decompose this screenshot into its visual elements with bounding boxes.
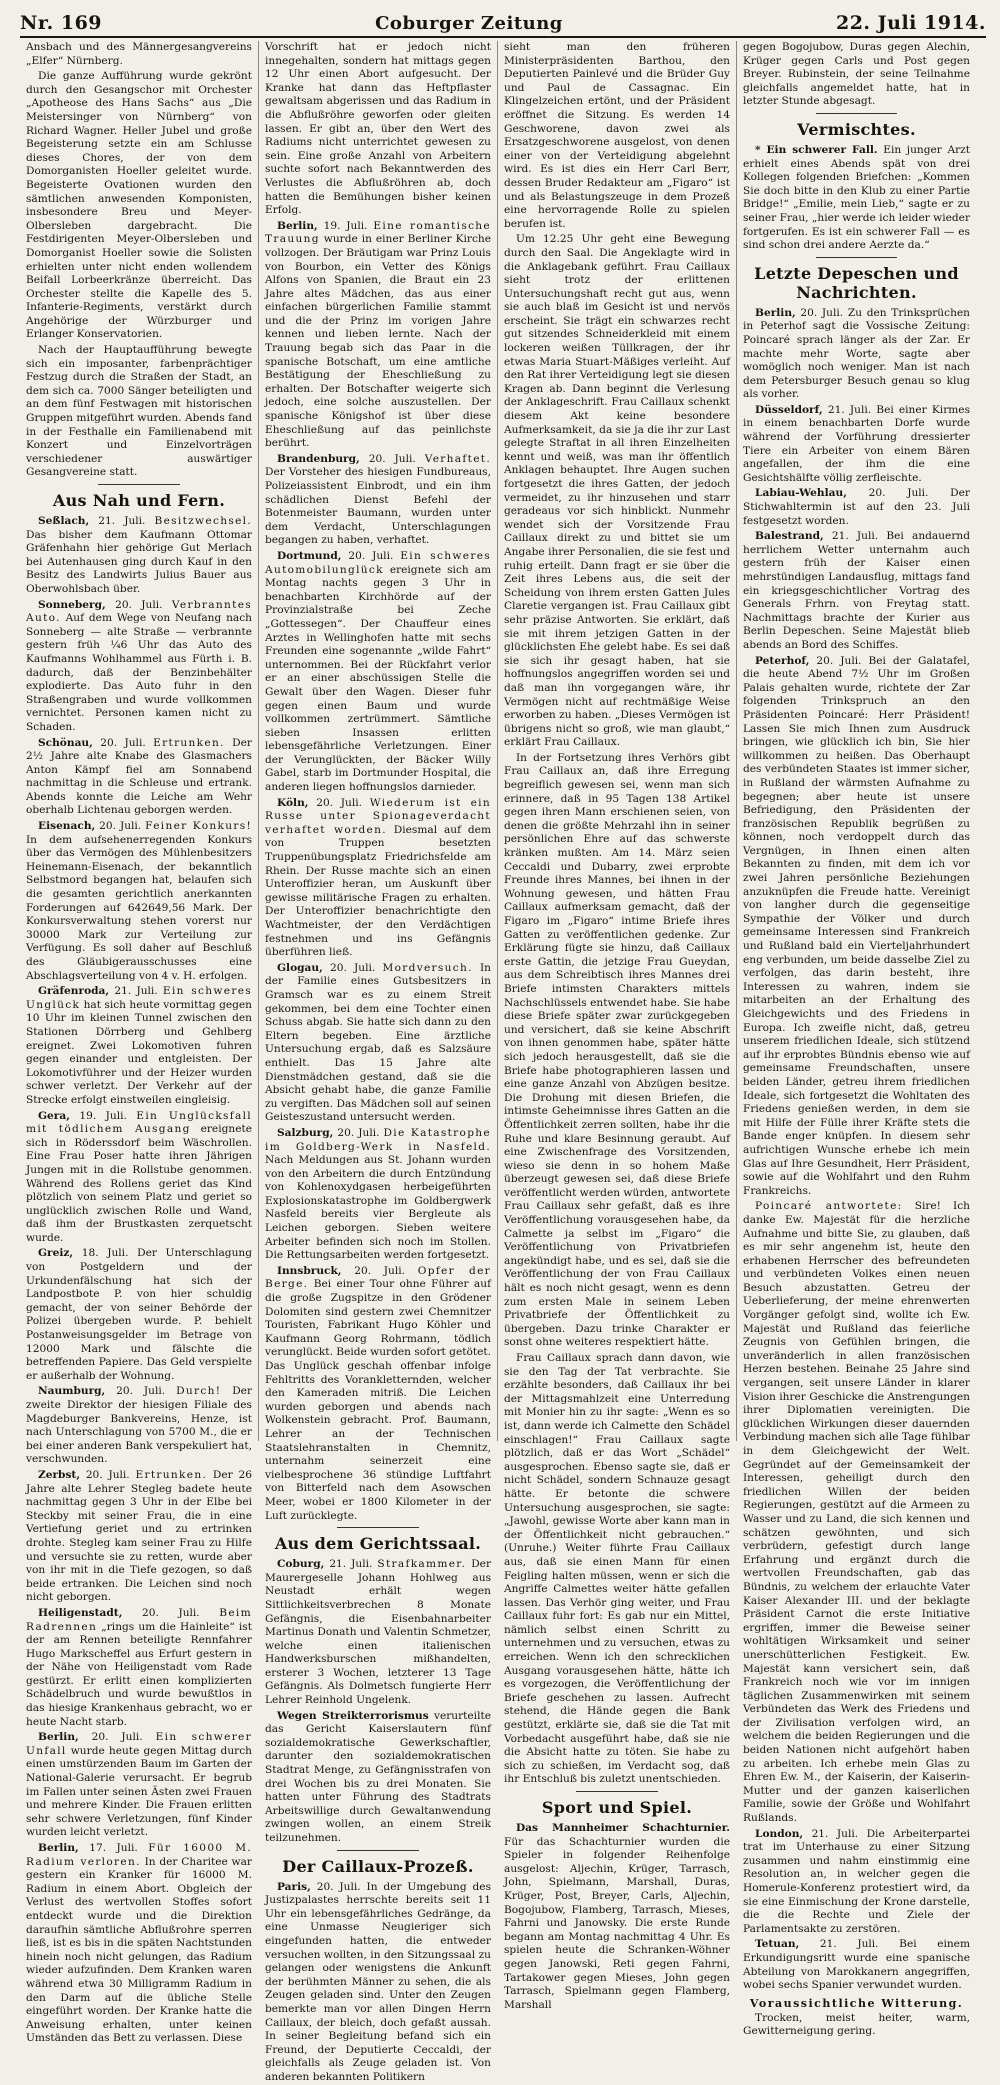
- item-text: „rings um die Hainleite“ ist der am Rennen beteiligte Rennfahrer Hugo Markscheffel aus Erfurt gestern in der Nähe von Heiligenstadt vom Rade gestürzt. Er erlitt einen komplizierten Schädelbruch und wurde bewußtlos in das hiesige Krankenhaus gebracht, wo er heute Nacht starb.: [26, 1620, 252, 1728]
- item-text: Bei der Galatafel, die heute Abend 7½ Uhr im Großen Palais gehalten wurde, richtete der Zar folgenden Trinkspruch an den Präsidenten Poincaré: Herr Präsident! Lassen Sie mich Ihnen zum Ausdruck bringen, wie glücklich ich bin, Sie hier willkommen zu heißen. Das Oberhaupt des verbündeten Staates ist immer sicher, in Rußland der wärmsten Aufnahme zu begegnen; aber heute ist unsere Befriedigung, den Präsidenten der französischen Republik begrüßen zu können, noch verdoppelt durch das Vergnügen, in Ihnen einen alten Bekannten zu finden, mit dem ich vor zwei Jahren persönliche Beziehungen anzuknüpfen die Freude hatte. Vereinigt von langher durch die gegenseitige Sympathie der Völker und durch gemeinsame Interessen sind Frankreich und Rußland bald ein Vierteljahrhundert eng verbunden, um beide dasselbe Ziel zu verfolgen, das darin besteht, ihre Interessen zu wahren, indem sie mitarbeiten an der Erhaltung des Gleichgewichts und des Friedens in Europa. Ich zweifle nicht, daß, getreu unserem friedlichen Ideale, sich stützend auf ihr erprobtes Bündnis ebenso wie auf gemeinsame Freundschaften, unsere beiden Länder, getreu ihrem friedlichen Ideale, sich fortgesetzt die Wohltaten des Friedens genießen werden, in dem sie mit Hilfe der Fülle ihrer Kräfte stets die Bande enger knüpfen. In diesem sehr aufrichtigen Wunsche erhebe ich mein Glas auf Ihre Gesundheit, Herr Präsident, sowie auf die Wohlfahrt und den Ruhm Frankreichs.: [743, 654, 971, 1197]
- item-text: Zu den Trinksprüchen in Peterhof sagt die Vossische Zeitung: Poincaré sprach länger als der Zar. Er machte mehr Worte, sagte aber womöglich noch weniger. Man ist nach dem Petersburger Besuch genau so klug als vorher.: [743, 306, 970, 401]
- item-text: Der Vorsteher des hiesigen Fundbureaus, Polizeiassistent Einbrodt, und ein ihm schädlichen Dienst Befehl der Botenmeister Baumann, wurden unter dem Verdacht, Unterschlagungen begangen zu haben, verhaftet.: [265, 466, 491, 547]
- item-place: Berlin,: [277, 219, 318, 232]
- item-date: 20. Juli.: [142, 1606, 200, 1619]
- item-date: 21. Juli.: [114, 985, 158, 998]
- news-item: [265, 1710, 491, 1846]
- divider: [337, 1850, 418, 1851]
- item-headline: Beim Radrennen: [26, 1606, 252, 1633]
- item-place: Seßlach,: [38, 515, 90, 527]
- item-date: 21. Juli.: [329, 1558, 373, 1571]
- news-item: [504, 1822, 730, 2012]
- news-item: [743, 487, 970, 528]
- issue-date: 22. Juli 1914.: [835, 12, 986, 34]
- news-item: [265, 550, 491, 795]
- item-place: Schönau,: [38, 736, 93, 749]
- weather-forecast: Trocken, meist heiter, warm, Gewitterneigung gering.: [743, 2011, 970, 2038]
- column-1: [20, 41, 259, 2045]
- news-item: [265, 220, 491, 451]
- item-place: Dortmund,: [277, 549, 342, 562]
- item-text: Bei einer Tour ohne Führer auf die große Zugspitze in den Grödener Dolomiten sind gestern zwei Chemnitzer Touristen, Fabrikant Hugo Köhler und Kaufmann Georg Rohrmann, tödlich verunglückt. Beide wurden sofort getötet. Das Unglück geschah offenbar infolge Fehltritts des Vorankletternden, welcher den Kameraden mitriß. Die Leichen wurden geborgen und abends nach Wolkenstein gebracht. Prof. Baumann, Lehrer an der Technischen Staatslehranstalten in Chemnitz, unternahm seinerzeit eine vielbesprochene 36 stündige Luftfahrt von Bitterfeld nach dem Asowschen Meer, wobei er 1800 Kilometer in der Luft zurücklegte.: [265, 1278, 491, 1522]
- item-headline: Eine romantische Trauung: [265, 219, 491, 246]
- column-3: [498, 41, 737, 2011]
- section-heading: Sport und Spiel.: [541, 1798, 693, 1817]
- news-item: [743, 404, 970, 486]
- news-item: [26, 1469, 252, 1605]
- item-date: 21. Juli.: [98, 515, 146, 527]
- item-headline: Wiederum ist ein Russe unter Spionageverdacht verhaftet worden.: [265, 796, 491, 836]
- item-text: Der Maurergeselle Johann Hohlweg aus Neustadt erhält wegen Sittlichkeitsverbrechen 8 Monate Gefängnis, die Eisenbahnarbeiter Martinus Donath und Valentin Schmetzer, welche einen italienischen Handwerksburschen mißhandelten, ersterer 3 Wochen, letzterer 13 Tage Gefängnis. Als Dolmetsch fungierte Herr Lehrer Reinhold Ungelenk.: [265, 1558, 492, 1707]
- news-item: [265, 1558, 491, 1708]
- item-date: 20. Juli.: [115, 598, 163, 611]
- news-item: [743, 655, 970, 1199]
- item-headline: Feiner Konkurs!: [145, 820, 252, 833]
- item-place: Brandenburg,: [277, 452, 360, 465]
- item-date: 20. Juli.: [91, 1731, 143, 1744]
- item-text: Der 2½ Jahre alte Knabe des Glasmachers Anton Kämpf fiel am Sonnabend nachmittag in die Schleuse und ertrank. Abends konnte die Leiche am Wehr oberhalb Lichtenau geborgen werden.: [26, 736, 252, 817]
- paragraph: Frau Caillaux sprach dann davon, wie sie den Tag der Tat verbrachte. Sie erzählte besonders, daß Caillaux ihr bei der Mittagsmahlzeit eine Unterredung mit Monier hin zu ihr sagte: „Wenn es so ist, dann werde ich Calmette den Schädel einschlagen!“ Frau Caillaux sagte plötzlich, daß er das Wort „Schädel“ ausgesprochen. Ebenso sagte sie, daß er nicht Schädel, sondern Schnauze gesagt hätte. Er betonte die schwere Untersuchung ausgesprochen, sie sagte: „Jawohl, gewisse Worte aber kann man in der Öffentlichkeit nicht gebrauchen.“ (Unruhe.) Weiter führte Frau Caillaux aus, daß sie einen Mann für einen Feigling halten müssen, wenn er sich die Angriffe Calmettes weiter hätte gefallen lassen. Das Verhör ging weiter, und Frau Caillaux fuhr fort: Es gab nur ein Mittel, nämlich selbst einen Schritt zu unternehmen und zu versuchen, etwas zu erreichen. Wenn ich den schrecklichen Ausgang vorausgesehen hätte, hätte ich es vorgezogen, die Veröffentlichung der Briefe geschehen zu lassen. Aufrecht stehend, die Hände gegen die Bank gestützt, erklärte sie, daß sie die Tat mit Vorbedacht ausgeführt habe, daß sie nie die Absicht hatte zu töten. Sie habe zu sich zu schießen, im Verdacht sog, daß ihr Entschluß bis zuletzt unentschieden.: [504, 1352, 730, 1786]
- item-text: Für das Schachturnier wurden die Spieler in folgender Reihenfolge ausgelost: Aljechin, Krüger, Tarrasch, John, Spielmann, Marshall, Duras, Krüger, Post, Breyer, Carls, Aljechin, Bogojubow, Flamberg, Tarrasch, Mieses, Fahrni und Janowsky. Die erste Runde begann am Montag nachmittag 4 Uhr. Es spielen heute die Schranken-Wöhner gegen Janowski, Reti gegen Fahrni, Tartakower gegen Mieses, John gegen Tarrasch, Spielmann gegen Flamberg, Marshall: [504, 1835, 730, 2011]
- item-text: In der Charitee war gestern ein Kranker für 16000 M. Radium in einem Abort. Obgleich der Verlust des wertvollen Stoffes sofort entdeckt wurde und die Direktion daraufhin sämtliche Abflußrohre sperren ließ, ist es bis in die späten Nachtstunden hinein noch nicht gelungen, das Radium wieder aufzufinden. Dem Kranken waren während etwa 30 Milligramm Radium in den Darm auf die übliche Stelle eingeführt worden. Der Kranke hatte die Anweisung erhalten, unter keinen Umständen das Bett zu verlassen. Diese: [26, 1855, 252, 2045]
- masthead: [20, 12, 986, 38]
- news-item: [26, 1842, 252, 2046]
- news-item: [743, 1828, 970, 1937]
- item-place: Berlin,: [38, 1842, 79, 1854]
- item-text: ereignete sich in Röderssdorf beim Wäschrollen. Eine Frau Poser hatte ihren Jährigen Jungen mit in die Rollstube genommen. Während des Rollens geriet das Kind plötzlich von seinem Platz und geriet so unglücklich zwischen Rolle und Wand, daß ihm der Brustkasten zerquetscht wurde.: [26, 1123, 252, 1244]
- divider: [816, 257, 898, 258]
- item-date: 20. Juli.: [85, 1468, 130, 1481]
- section-heading: Aus Nah und Fern.: [52, 491, 226, 510]
- item-place: Labiau-Wehlau,: [755, 487, 847, 500]
- item-text: wurde heute gegen Mittag durch einen umstürzenden Baum im Garten der National-Galerie verursacht. Er begrub im Fallen unter seinen Ästen zwei Frauen und mehrere Kinder. Die Frauen erlitten sehr schwere Verletzungen, fünf Kinder wurden leicht verletzt.: [26, 1744, 252, 1839]
- news-item: [26, 599, 252, 735]
- item-date: 21. Juli.: [811, 1827, 859, 1840]
- news-item: [265, 797, 491, 960]
- news-item: [26, 1247, 252, 1383]
- item-date: 21. Juli.: [831, 530, 879, 543]
- item-headline: Verhaftet.: [424, 452, 491, 465]
- item-date: 20. Juli.: [816, 654, 862, 667]
- section-heading: Vermischtes.: [797, 119, 916, 139]
- item-date: 21. Juli.: [819, 1938, 879, 1951]
- divider: [337, 1527, 418, 1528]
- paragraph: Ansbach und des Männergesangvereins „Elfer“ Nürnberg.: [26, 41, 252, 67]
- news-item: [26, 985, 252, 1107]
- item-text: wurde in einer Berliner Kirche vollzogen. Der Bräutigam war Prinz Louis von Bourbon, ein Vetter des Königs Alfons von Spanien, die Braut ein 23 Jahre altes Mädchen, das aus einer einfachen bürgerlichen Familie stammt und die der Prinz im vorigen Jahre kennen und lieben lernte. Nach der Trauung begab sich das Paar in die spanische Botschaft, um eine amtliche Bestätigung der Eheschließung zu erhalten. Der Botschafter weigerte sich jedoch, eine solche auszustellen. Der spanische Königshof ist über diese Eheschließung auf das peinlichste berührt.: [265, 233, 491, 450]
- item-headline: Ein schwerer Unfall: [26, 1731, 252, 1757]
- item-place: Salzburg,: [277, 1126, 334, 1139]
- item-place: Eisenach,: [38, 820, 96, 833]
- item-text: In dem aufsehenerregenden Konkurs über das Vermögen des Mühlenbesitzers Heinemann-Eisenach, der bekanntlich Selbstmord begangen hat, belaufen sich die gesamten gerichtlich anerkannten Forderungen auf 642649,56 Mark. Der Konkursverwaltung stehen vorerst nur 30000 Mark zur Verteilung zur Verfügung. Es soll daher auf Beschluß des Gläubigerausschusses eine Abschlagsverteilung von 4 v. H. erfolgen.: [26, 833, 252, 982]
- item-place: London,: [755, 1827, 804, 1840]
- news-item: [26, 1110, 252, 1246]
- item-text: In der Umgebung des Justizpalastes herrschte bereits seit 11 Uhr ein lebensgefährliches Gedränge, da eine Unmasse Neugieriger sich eingefunden hatten, die entweder versuchen wollten, in den Sitzungssaal zu gelangen oder wenigstens die Ankunft der berühmten Männer zu sehen, die als Zeugen geladen sind. Unter den Zeugen bemerkte man vor allen Dingen Herrn Caillaux, der bleich, doch gefaßt aussah. In seiner Begleitung befand sich ein Freund, der Deputierte Ceccaldi, der gleichfalls als Zeuge geladen ist. Von anderen bekannten Politikern: [265, 1880, 491, 2083]
- news-item: [265, 1265, 491, 1523]
- item-text: Bei einem Erkundigungsritt wurde eine spanische Abteilung von Marokkanern angegriffen, wobei sechs Spanier verwundet wurden.: [743, 1938, 970, 1992]
- item-place: Köln,: [277, 796, 309, 809]
- item-headline: Wegen Streikterrorismus: [277, 1709, 429, 1722]
- item-date: 18. Juli.: [81, 1247, 129, 1260]
- news-item: [743, 307, 970, 402]
- item-place: Paris,: [277, 1880, 311, 1893]
- item-text: Der zweite Direktor der hiesigen Filiale des Magdeburger Bankvereins, Henze, ist nach Unterschlagung von 5700 M., die er bei einer anderen Bank verspekuliert hat, verschwunden.: [26, 1385, 253, 1466]
- item-date: 20. Juli.: [354, 1264, 406, 1277]
- item-text: Sire! Ich danke Ew. Majestät für die herzliche Aufnahme und bitte Sie, zu glauben, daß es mir sehr angenehm ist, heute den erhabenen Herrscher des befreundeten und verbündeten Volkes einen neuen Besuch abzustatten. Getreu der Ueberlieferung, der meine ehrenwerten Vorgänger gefolgt sind, wollte ich Ew. Majestät und Rußland das feierliche Zeugnis von Gefühlen bringen, die unveränderlich in allen französischen Herzen bestehen. Beinahe 25 Jahre sind vergangen, seit unsere Länder in klarer Vision ihrer Geschicke die Anstrengungen ihrer Diplomatien vereinigten. Die glücklichen Wirkungen dieser dauernden Verbindung machen sich alle Tage fühlbar in dem Gleichgewicht der Welt. Gegründet auf der Gemeinsamkeit der Interessen, geheiligt durch den friedlichen Willen der beiden Regierungen, gestützt auf die Armeen zu Wasser und zu Land, die sich kennen und schätzen gewöhnten, und sich verbrüdern, gefestigt durch lange Erfahrung und ergänzt durch die wertvollen Freundschaften, gab das Bündnis, zu welchem der erlauchte Vater Kaiser Alexander III. und der beklagte Präsident Carnot die erste Initiative ergriffen, immer die Beweise seiner wohltätigen Wirksamkeit und seiner unerschütterlichen Festigkeit. Ew. Majestät kann versichert sein, daß Frankreich noch wie vor im innigen täglichen Zusammenwirken mit seinem Verbündeten das Werk des Friedens und der Zivilisation verfolgen wird, an welchem die beiden Regierungen und die beiden Nationen nicht aufgehört haben zu arbeiten. Ich erhebe mein Glas zu Ehren Ew. M., der Kaiserin, der Kaiserin-Mutter und der ganzen kaiserlichen Familie, sowie der Größe und Wohlfahrt Rußlands.: [743, 1200, 971, 1825]
- item-date: 20. Juli.: [800, 306, 844, 319]
- item-text: Der Unterschlagung von Postgeldern und der Urkundenfälschung hat sich der Landpostbote P. von hier schuldig gemacht, der von seiner Behörde der Polizei übergeben wurde. P. behielt Postanweisungsgelder im Betrage von 12000 Mark und fälschte die betreffenden Papiere. Das Geld verspielte er außerhalb der Wohnung.: [26, 1247, 252, 1382]
- item-place: Greiz,: [38, 1247, 74, 1260]
- item-date: 20. Juli.: [868, 487, 929, 500]
- item-place: Heiligenstadt,: [38, 1606, 123, 1619]
- news-item: [26, 1731, 252, 1840]
- news-item: [26, 820, 252, 983]
- divider: [816, 113, 898, 114]
- item-place: Zerbst,: [38, 1468, 81, 1481]
- item-date: 19. Juli.: [79, 1109, 127, 1122]
- news-item: [743, 530, 970, 652]
- news-item: [743, 1938, 970, 1992]
- item-text: verurteilte das Gericht Kaiserslautern fünf sozialdemokratische Gewerkschaftler, darunter den sozialdemokratischen Stadtrat Menge, zu Gefängnisstrafen von drei Wochen bis zu drei Monaten. Sie hatten unter Führung des Stadtrats Arbeitswillige durch Gewaltanwendung zwingen wollen, an einem Streik teilzunehmen.: [265, 1709, 491, 1844]
- news-item: [26, 515, 252, 597]
- item-headline: Besitzwechsel.: [154, 515, 252, 527]
- item-date: 20. Juli.: [330, 961, 376, 974]
- news-item: [265, 453, 491, 548]
- item-headline: Verbranntes Auto.: [26, 598, 253, 625]
- item-place: Düsseldorf,: [755, 403, 823, 416]
- item-text: Ein junger Arzt erhielt eines Abends spät von drei Kollegen folgenden Briefchen: „Kommen Sie doch bitte in den Klub zu einer Partie Bridge!“ „Emilie, mein Lieb,“ sagte er zu seiner Frau, „hier werde ich leider wieder fortgerufen. Es ist ein schwerer Fall — es sind schon drei andere Aerzte da.“: [743, 143, 971, 252]
- section-heading: Aus dem Gerichtssaal.: [274, 1534, 482, 1554]
- item-date: 19. Juli.: [323, 219, 368, 232]
- divider: [576, 1791, 657, 1792]
- paragraph: Um 12.25 Uhr geht eine Bewegung durch den Saal. Die Angeklagte wird in die Anklagebank geführt. Frau Caillaux sieht trotz der erlittenen Untersuchungshaft recht gut aus, wenn sie auch blaß im Gesicht ist und nervös erscheint. Sie trägt ein schwarzes recht gut sitzendes Schneiderkleid mit einem lockeren weißen Tüllkragen, der ihr etwas Maria Stuart-Mäßiges verleiht. Auf den Rat ihrer Verteidigung legt sie diesen Kragen ab. Dann beginnt die Verlesung der Anklageschrift. Frau Caillaux schenkt diesem Akt keine besondere Aufmerksamkeit, da sie ja die ihr zur Last gelegte Straftat in all ihren Einzelheiten kennt und weiß, was man ihr öffentlich Anklagen behauptet. Ihre Augen suchen fortgesetzt die ihres Gatten, der jedoch vermeidet, zu ihr hinzusehen und starr geradeaus vor sich hinblickt. Nunmehr wendet sich der Vorsitzende Frau Caillaux direkt zu und bittet sie um Angabe ihrer Personalien, die sie fest und ruhig erteilt. Dann fragt er sie über die Zeit ihres Lebens aus, die seit der Scheidung von ihrem ersten Gatten Jules Claretie vergangen ist. Frau Caillaux gibt sehr präzise Antworten. Sie erklärt, daß sie mit ihrem jetzigen Gatten in der glücklichsten Ehe gelebt habe. Es sei daß sie sich ihr gesagt haben, hat sie hoffnungslos angegriffen worden sei und daß man ihn vorgegangen wäre, ihr Vermögen nicht auf rechtmäßige Weise erworben zu haben. „Dieses Vermögen ist übrigens nicht so groß, wie man glaubt,“ erklärt Frau Caillaux.: [504, 233, 730, 749]
- item-headline: Strafkammer.: [377, 1558, 467, 1571]
- item-place: Gräfenroda,: [38, 985, 110, 998]
- item-date: 17. Juli.: [89, 1842, 138, 1854]
- item-headline: Ein schweres Unglück: [26, 985, 253, 1011]
- divider: [98, 484, 179, 485]
- item-text: hat sich heute vormittag gegen 10 Uhr im kleinen Tunnel zwischen den Stationen Dörrberg und Gehlberg ereignet. Zwei Lokomotiven fuhren gegen einander und entgleisten. Der Lokomotivführer und der Heizer wurden schwer verletzt. Der Verkehr auf der Strecke erfolgt einstweilen eingleisig.: [26, 998, 252, 1106]
- item-date: 20. Juli.: [316, 1880, 361, 1893]
- item-text: Nach Meldungen aus St. Johann wurden von den Arbeitern die durch Entzündung von Kohlenoxydgasen herbeigeführten Explosionskatastrophe im Goldbergwerk Nasfeld bereits vier Bergleute als Leichen geborgen. Sieben weitere Arbeiter befinden sich noch im Stollen. Die Rettungsarbeiten werden fortgesetzt.: [265, 1154, 491, 1262]
- item-place: Naumburg,: [38, 1385, 106, 1398]
- item-date: 21. Juli.: [827, 403, 872, 416]
- item-date: 20. Juli.: [100, 736, 146, 749]
- columns: [20, 41, 986, 2083]
- news-item: [26, 1607, 252, 1729]
- paragraph: Nach der Hauptaufführung bewegte sich ein imposanter, farbenprächtiger Festzug durch die Straßen der Stadt, an dem sich ca. 7000 Sänger beteiligten und an dem fünf Festwagen mit historischen Gruppen mitgeführt wurden. Abends fand in der Festhalle ein Familienabend mit Konzert und Einzelvorträgen verschiedener auswärtiger Gesangvereine statt.: [26, 344, 252, 479]
- item-place: Glogau,: [277, 961, 323, 974]
- item-place: Balestrand,: [755, 530, 824, 543]
- item-place: Innsbruck,: [277, 1264, 342, 1277]
- column-4: [737, 41, 976, 2038]
- paragraph: Vorschrift hat er jedoch nicht innegehalten, sondern hat mittags gegen 12 Uhr einen Abort aufgesucht. Der Kranke hat dann das Heftpflaster gewaltsam abgerissen und das Radium in die Abflußröhre geworfen oder gleiten lassen. Er gibt an, über den Wert des Radiums nicht unterrichtet gewesen zu sein. Eine große Anzahl von Arbeitern suchte sofort nach Bekanntwerden des Verlustes die Abflußröhren ab, doch hatten die Bemühungen bisher keinen Erfolg.: [265, 41, 491, 217]
- item-headline: Ein Unglücksfall mit tödlichem Ausgang: [26, 1109, 252, 1136]
- item-date: 20. Juli.: [348, 549, 394, 562]
- section-heading: Der Caillaux-Prozeß.: [282, 1856, 474, 1876]
- news-item: [265, 1127, 491, 1263]
- item-headline: Ein schweres Automobilunglück: [265, 549, 492, 576]
- item-date: 20. Juli.: [116, 1385, 166, 1398]
- item-place: Coburg,: [277, 1558, 325, 1571]
- paragraph: Die ganze Aufführung wurde gekrönt durch den Gesangschor mit Orchester „Apotheose des Hans Sachs“ aus „Die Meistersinger von Nürnberg“ von Richard Wagner. Heller Jubel und große Begeisterung setzte ein am Schlusse dieses Chores, der von dem Domorganisten Hoeller geleitet wurde. Begeisterte Ovationen wurden den sämtlichen anwesenden Komponisten, insbesondere Breu und Meyer-Olbersleben dargebracht. Die Festdirigenten Meyer-Olbersleben und Domorganist Hoeller sowie die Solisten erhielten unter nicht enden wollendem Beifall Lorbeerkränze überreicht. Das Orchester stellte die Kapelle des 5. Infanterie-Regiments, verstärkt durch Angehörige der Würzburger und Erlanger Konservatorien.: [26, 70, 252, 341]
- item-headline: Ertrunken.: [135, 1468, 208, 1481]
- item-headline: Mordversuch.: [382, 961, 473, 974]
- item-headline: Poincaré antwortete:: [755, 1200, 903, 1213]
- item-headline: Durch!: [176, 1385, 222, 1398]
- item-place: Peterhof,: [755, 654, 810, 667]
- item-text: Das bisher dem Kaufmann Ottomar Gräfenhahn hier gehörige Gut Merlach bei Autenhausen ging durch Kauf in den Besitz des Landwirts Julius Bauer aus Oberwohlsbach über.: [26, 528, 252, 595]
- item-text: Diesmal auf dem von Truppen besetzten Truppenübungsplatz Friedrichsfelde am Rhein. Der Russe machte sich an einen Unteroffizier heran, um Auskunft über gewisse militärische Fragen zu erhalten. Der Unteroffizier benachrichtigte den Wachtmeister, der den Verdächtigen festnehmen und ins Gefängnis überführen ließ.: [265, 823, 491, 959]
- news-item: [743, 1200, 970, 1825]
- news-item: [26, 1385, 252, 1467]
- item-text: Der Stichwahltermin ist auf den 23. Juli festgesetzt worden.: [743, 487, 970, 527]
- item-place: Tetuan,: [755, 1938, 800, 1951]
- news-item: [265, 962, 491, 1125]
- item-place: Sonneberg,: [38, 598, 106, 611]
- item-headline: Die Katastrophe im Goldberg-Werk in Nasfeld.: [265, 1126, 491, 1153]
- item-text: Die Arbeiterpartei trat im Unterhause zu einer Sitzung zusammen und nahm einstimmig eine Resolution an, in welcher gegen die Homerule-Konferenz protestiert wird, da sie eine Einmischung der Krone darstelle, die die Rechte und Ziele der Parlamentsakte zu zerstören.: [743, 1827, 970, 1935]
- item-date: 20. Juli.: [316, 796, 363, 809]
- item-place: Berlin,: [755, 306, 796, 319]
- issue-number: Nr. 169: [20, 12, 103, 34]
- item-place: Gera,: [38, 1109, 70, 1122]
- section-heading: Letzte Depeschen und Nachrichten.: [754, 263, 959, 302]
- item-text: Der 26 Jahre alte Lehrer Stegleg badete heute nachmittag gegen 3 Uhr in der Elbe bei Steckby mit seiner Frau, die in eine Vertiefung geriet und zu ertrinken drohte. Stegleg kam seiner Frau zu Hilfe und versuchte sie zu retten, wurde aber von ihr mit in die Tiefe gezogen, so daß beide ertranken. Die Leichen sind noch nicht geborgen.: [26, 1468, 253, 1604]
- item-headline: Das Mannheimer Schachturnier.: [516, 1822, 730, 1834]
- column-2: [259, 41, 498, 2083]
- news-item: [743, 144, 970, 253]
- item-place: Berlin,: [38, 1731, 79, 1744]
- weather-heading: Voraussichtliche Witterung.: [749, 1996, 964, 2010]
- item-date: 20. Juli.: [368, 452, 416, 465]
- news-item: [26, 737, 252, 819]
- item-text: ereignete sich am Montag nachts gegen 3 Uhr in benachbarten Kirchhörde auf der Provinzialstraße bei Zeche „Gottessegen“. Der Chauffeur eines Arztes in Wellinghofen hatte mit sechs Freunden eine sogenannte „wilde Fahrt“ unternommen. Bei der Rückfahrt verlor er an einer abschüssigen Stelle die Gewalt über den Wagen. Dieser fuhr gegen einen Baum und wurde vollkommen zertrümmert. Sämtliche sieben Insassen erlitten lebensgefährliche Verletzungen. Einer der Verunglückten, der Bäcker Willy Gabel, starb im Dortmunder Hospital, die anderen liegen hoffnungslos darnieder.: [265, 563, 491, 794]
- item-text: Bei einer Kirmes in einem benachbarten Dorfe wurde während der Vorführung dressierter Tiere ein Arbeiter von einem Bären angefallen, der ihm die eine Gesichtshälfte völlig zerfleischte.: [743, 403, 971, 484]
- item-headline: Für 16000 M. Radium verloren.: [26, 1842, 253, 1868]
- paper-title: Coburger Zeitung: [375, 13, 563, 34]
- paragraph: sieht man den früheren Ministerpräsidenten Barthou, den Deputierten Painlevé und die Brüder Guy und Paul de Cassagnac. Ein Klingelzeichen ertönt, und der Präsident eröffnet die Sitzung. Es werden 14 Geschworene, davon zwei als Ersatzgeschworene ausgelost, von denen einer von der Verteidigung abgelehnt wird. Es ist dies ein Herr Carl Berr, dessen Bruder Redakteur am „Figaro“ ist und als Belastungszeuge in dem Prozeß eine hervorragende Rolle zu spielen berufen ist.: [504, 41, 730, 230]
- item-date: 20. Juli.: [337, 1126, 380, 1139]
- paragraph: In der Fortsetzung ihres Verhörs gibt Frau Caillaux an, daß ihre Erregung begreiflich gewesen sei, wenn man sich erinnere, daß in 95 Tagen 138 Artikel gegen ihren Mann erschienen seien, von denen die größte Mehrzahl ihn in seiner persönlichen Ehre auf das schwerste kränken mußten. Am 14. März seien Ceccaldi und Dubarry, zwei erprobte Freunde ihres Mannes, bei ihnen in der Wohnung gewesen, und hätten Frau Caillaux aufmerksam gemacht, daß der Figaro im „Figaro“ intime Briefe ihres Gatten zu veröffentlichen gedenke. Zur Erklärung fügte sie hinzu, daß Caillaux erste Gattin, die jetzige Frau Gueydan, aus dem Schreibtisch ihres Mannes drei Briefe intimsten Charakters mittels Nachschlüssels entwendet habe. Sie habe diese Briefe später zwar zurückgegeben und versichert, daß sie keine Abschrift von ihnen genommen habe, später hätte sich jedoch herausgestellt, daß sie die Briefe habe photographieren lassen und eine ganze Anzahl von Abzügen besitze. Die Drohung mit diesen Briefen, die intimste Geheimnisse ihres Gatten an die Öffentlichkeit zerren sollten, habe ihr die Ruhe und klare Besinnung geraubt. Auf eine Zwischenfrage des Vorsitzenden, wieso sie denn in so hohem Maße überzeugt gewesen sei, daß diese Briefe veröffentlicht werden würden, antwortete Frau Caillaux sehr gefaßt, daß es ihre Veröffentlichung vorausgesehen habe, da Calmette ja selbst im „Figaro“ die Veröffentlichung von Privatbriefen angekündigt habe, und es sei, daß sie die Veröffentlichung der von Frau Caillaux hält es noch nicht gesagt, wenn es denn zum ersten Male in seinem Leben Privatbriefe der Öffentlichkeit zu übergeben. Dazu trinke Charakter er sonst ohne weiteres respektiert hätte.: [504, 751, 730, 1349]
- item-headline: Opfer der Berge.: [265, 1264, 492, 1291]
- item-text: In der Familie eines Gutsbesitzers in Gramsch war es zu einem Streit gekommen, bei dem eine Tochter einen Schuss abgab. Sie hatte sich dann zu den Eltern begeben. Eine ärztliche Untersuchung ergab, daß es Salzsäure enthielt. Das 15 Jahre alte Dienstmädchen gestand, daß sie die Absicht gehabt habe, die ganze Familie zu vergiften. Das Mädchen soll auf seinen Geisteszustand untersucht werden.: [265, 961, 492, 1124]
- item-text: Bei andauernd herrlichem Wetter unternahm auch gestern früh der Kaiser einen mehrstündigen Landausflug, mittags fand ein kriegsgeschichtlicher Vortrag des Generals Frhrn. von Freytag statt. Nachmittags brachte der Kurier aus Berlin Depeschen. Seine Majestät blieb abends an Bord des Schiffes.: [743, 530, 970, 651]
- item-date: 20. Juli.: [99, 820, 142, 833]
- news-item: [265, 1881, 491, 2085]
- item-headline: Ertrunken.: [153, 736, 225, 749]
- item-headline: * Ein schwerer Fall.: [755, 143, 878, 156]
- paragraph: gegen Bogojubow, Duras gegen Alechin, Krüger gegen Carls und Post gegen Breyer. Rubinstein, der seine Teilnahme gleichfalls angemeldet hatte, hat in letzter Stunde abgesagt.: [743, 41, 970, 108]
- item-text: Auf dem Wege von Neufang nach Sonneberg — alte Straße — verbrannte gestern früh ¼6 Uhr das Auto des Kaufmanns Wohlhammel aus Fürth i. B. dadurch, daß der Benzinbehälter explodierte. Das Auto fuhr in den Straßengraben und wurde vollkommen vernichtet. Personen kamen nicht zu Schaden.: [26, 612, 252, 733]
